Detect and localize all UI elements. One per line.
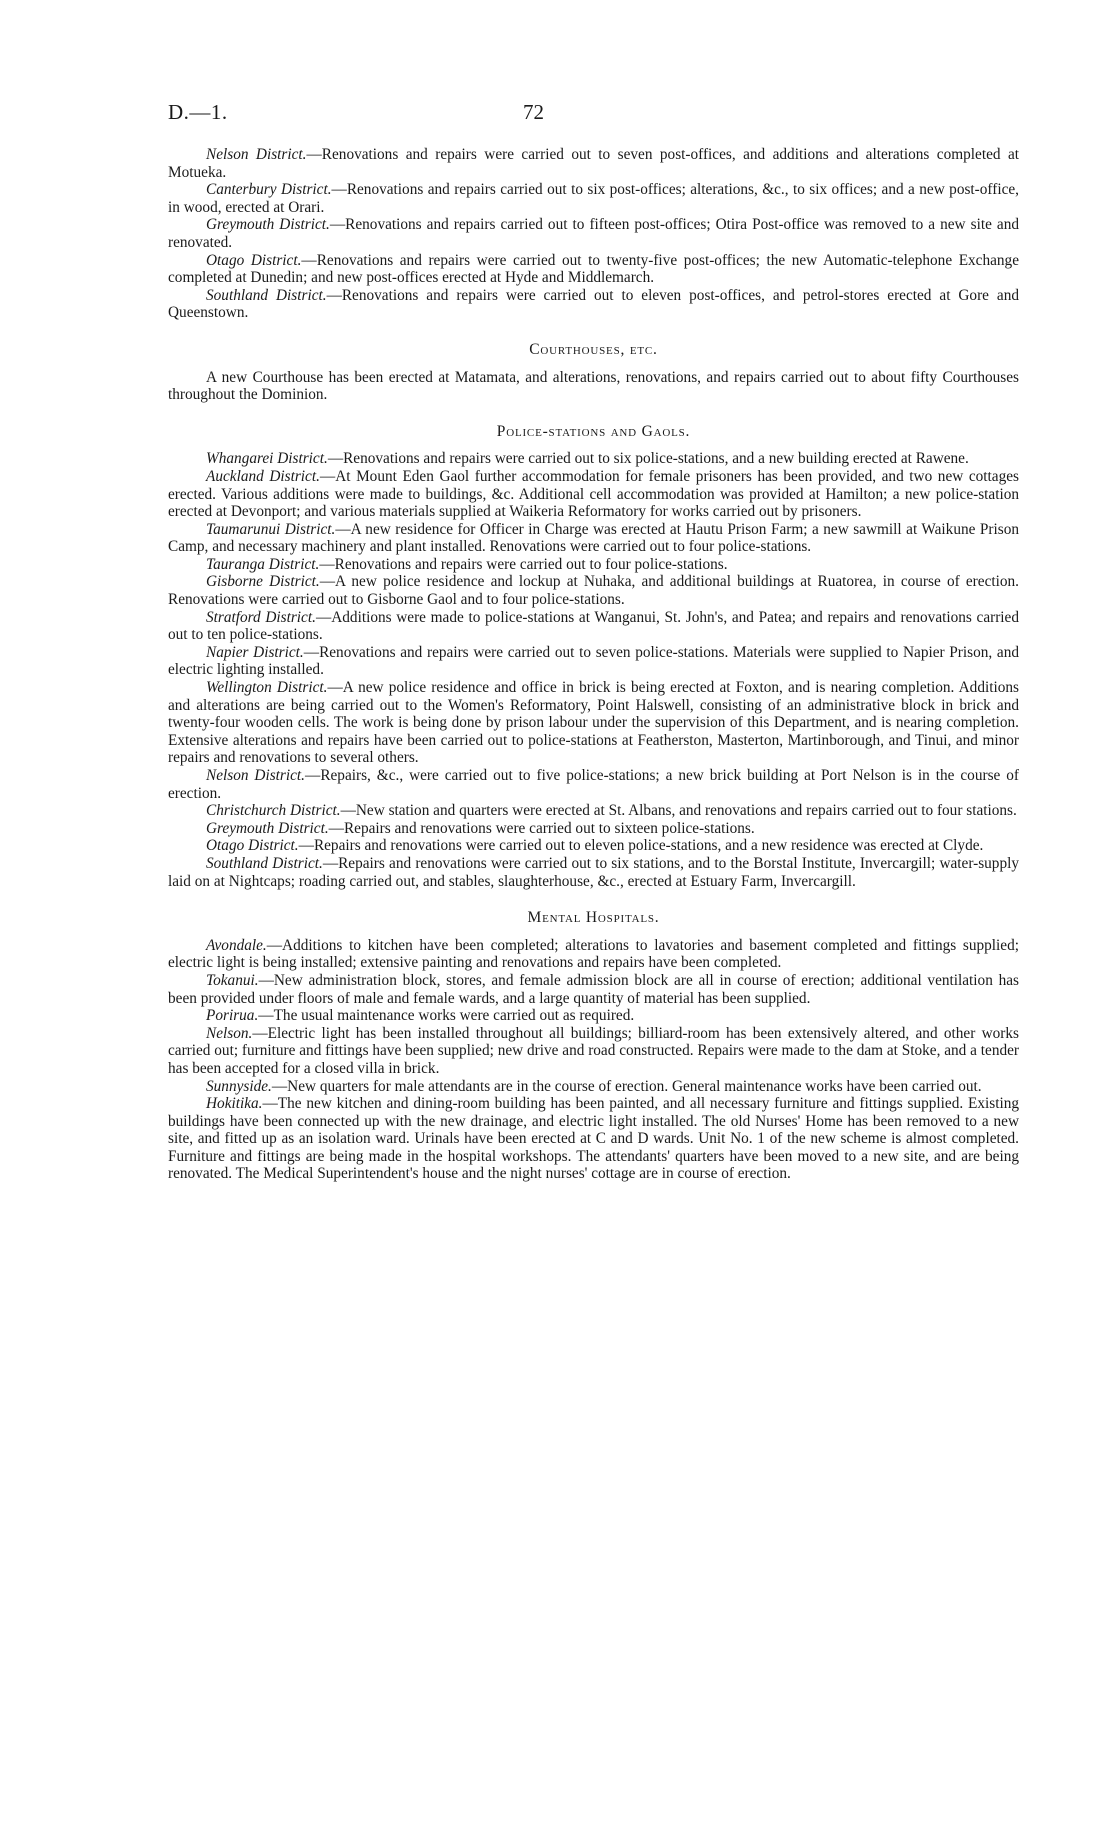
paragraph-title: Tokanui. xyxy=(206,971,259,989)
section-heading: Police-stations and Gaols. xyxy=(496,422,691,440)
paragraph-title: Tauranga District. xyxy=(206,555,320,573)
paragraph-title: Nelson District. xyxy=(206,146,307,163)
paragraph xyxy=(168,679,1019,767)
paragraph xyxy=(168,521,1019,556)
paragraph-title: Southland District. xyxy=(206,286,327,304)
paragraph xyxy=(168,287,1019,322)
paragraph-title: Otago District. xyxy=(206,251,302,269)
paragraph xyxy=(168,181,1019,216)
paragraph xyxy=(168,937,1019,972)
paragraph xyxy=(168,573,1019,608)
paragraph-title: Greymouth District. xyxy=(206,216,330,234)
paragraph-text: —Additions were made to police-stations at Wanganui, St. John's, and Patea; and repairs and renovations carried out to ten police-stations. xyxy=(168,608,1019,644)
paragraph-title: Gisborne District. xyxy=(206,573,320,591)
paragraph-title: Wellington District. xyxy=(206,679,328,697)
section xyxy=(168,909,1019,1183)
paragraph xyxy=(168,644,1019,679)
paragraph-text: —Repairs, &c., were carried out to five police-stations; a new brick building at Port Nelson is in the course of erection. xyxy=(168,767,1019,802)
paragraph xyxy=(168,1025,1019,1078)
paragraph-text: —Renovations and repairs were carried out to eleven post-offices, and petrol-stores erected at Gore and Queenstown. xyxy=(168,286,1019,322)
paragraph xyxy=(168,556,1019,574)
paragraph xyxy=(168,972,1019,1007)
paragraph-text: —Repairs and renovations were carried out to sixteen police-stations. xyxy=(328,819,755,837)
paragraph xyxy=(168,837,1019,855)
section xyxy=(168,146,1019,322)
paragraph xyxy=(168,767,1019,802)
paragraph-text: A new Courthouse has been erected at Matamata, and alterations, renovations, and repairs carried out to about fifty Courthouses throughout the Dominion. xyxy=(168,368,1019,404)
section-heading: Courthouses, etc. xyxy=(529,340,658,358)
paragraph xyxy=(168,609,1019,644)
paragraph-text: —Repairs and renovations were carried out to six stations, and to the Borstal Institute, Invercargill; water-supply laid on at Nightcaps; roading carried out, and stables, slaughterhouse, &c., erected at Estuary Farm, Invercargill. xyxy=(168,854,1019,890)
paragraph-text: —Renovations and repairs carried out to fifteen post-offices; Otira Post-office was removed to a new site and renovated. xyxy=(168,216,1019,251)
paragraph-text: —A new residence for Officer in Charge was erected at Hautu Prison Farm; a new sawmill at Waikune Prison Camp, and necessary machinery and plant installed. Renovations were carried out to four police-stations. xyxy=(168,520,1019,556)
paragraph-text: —Renovations and repairs were carried out to four police-stations. xyxy=(319,555,728,573)
paragraph-text: —New quarters for male attendants are in the course of erection. General maintenance works have been carried out. xyxy=(271,1077,982,1095)
paragraph-title: Nelson. xyxy=(206,1024,253,1042)
paragraph-title: Canterbury District. xyxy=(206,181,332,199)
paragraph xyxy=(168,146,1019,181)
paragraph-text: —The usual maintenance works were carried out as required. xyxy=(258,1007,635,1025)
paragraph-title: Stratford District. xyxy=(206,608,316,626)
paragraph-title: Taumarunui District. xyxy=(206,520,336,538)
paragraph xyxy=(168,1095,1019,1183)
section xyxy=(168,423,1019,890)
paragraph xyxy=(168,820,1019,838)
paragraph-text: —The new kitchen and dining-room building has been painted, and all necessary furniture and fittings supplied. Existing buildings have been connected up with the new drainage, and electric light installed. The old Nurses' Home has been removed to a new site, and fitted up as an isolation ward. Urinals have been erected at C and D wards. Unit No. 1 of the new scheme is almost completed. Furniture and fittings are being made in the hospital workshops. The attendants' quarters have been moved to a new site, and are being renovated. The Medical Superintendent's house and the night nurses' cottage are in course of erection. xyxy=(168,1095,1019,1183)
paragraph-title: Avondale. xyxy=(206,936,267,954)
paragraph-title: Auckland District. xyxy=(206,467,320,485)
paragraph-text: —New station and quarters were erected at St. Albans, and renovations and repairs carried out to four stations. xyxy=(340,802,1017,820)
paragraph xyxy=(168,855,1019,890)
paragraph-title: Sunnyside. xyxy=(206,1077,272,1095)
paragraph-title: Christchurch District. xyxy=(206,802,341,820)
paragraph-text: —New administration block, stores, and female admission block are all in course of erection; additional ventilation has been provided under floors of male and female wards, and a large quantity of material has been supplied. xyxy=(168,971,1019,1007)
section-heading: Mental Hospitals. xyxy=(527,909,660,927)
paragraph-title: Whangarei District. xyxy=(206,450,328,468)
paragraph-text: —Renovations and repairs were carried out to six police-stations, and a new building erected at Rawene. xyxy=(327,450,969,468)
paragraph-text: —Renovations and repairs carried out to six post-offices; alterations, &c., to six offices; and a new post-office, in wood, erected at Orari. xyxy=(168,181,1019,216)
paragraph-text: —At Mount Eden Gaol further accommodation for female prisoners has been provided, and two new cottages erected. Various additions were made to buildings, &c. Additional cell accommodation was provided at Hamilton; a new police-station erected at Devonport; and various materials supplied at Waikeria Reformatory for works carried out by prisoners. xyxy=(168,467,1019,521)
paragraph-text: —Renovations and repairs were carried out to seven post-offices, and additions and alterations completed at Motueka. xyxy=(168,146,1019,181)
section xyxy=(168,341,1019,404)
paragraph-title: Porirua. xyxy=(206,1007,259,1025)
paragraph-text: —Additions to kitchen have been completed; alterations to lavatories and basement completed and fittings supplied; electric light is being installed; extensive painting and renovations and repairs have been completed. xyxy=(168,936,1019,972)
paragraph-title: Southland District. xyxy=(206,854,323,872)
page-header xyxy=(168,100,1019,130)
paragraph-text: —Renovations and repairs were carried out to twenty-five post-offices; the new Automatic-telephone Exchange completed at Dunedin; and new post-offices erected at Hyde and Middlemarch. xyxy=(168,251,1019,287)
paragraph-title: Napier District. xyxy=(206,643,304,661)
paragraph-text: —A new police residence and office in brick is being erected at Foxton, and is nearing completion. Additions and alterations are being carried out to the Women's Reformatory, Point Halswell, consisting of an administrative block in brick and twenty-four wooden cells. The work is being done by prison labour under the supervision of this Department, and is nearing completion. Extensive alterations and repairs have been carried out to police-stations at Featherston, Masterton, Martinborough, and Tinui, and minor repairs and renovations to several others. xyxy=(168,679,1019,767)
paragraph-text: —Repairs and renovations were carried out to eleven police-stations, and a new residence was erected at Clyde. xyxy=(298,837,984,855)
document-reference: D.—1. xyxy=(168,100,228,124)
paragraph-title: Nelson District. xyxy=(206,767,306,784)
document-body xyxy=(168,146,1019,1183)
paragraph-text: —A new police residence and lockup at Nuhaka, and additional buildings at Ruatorea, in course of erection. Renovations were carried out to Gisborne Gaol and to four police-stations. xyxy=(168,573,1019,609)
paragraph xyxy=(168,468,1019,521)
paragraph xyxy=(168,369,1019,404)
paragraph-text: —Renovations and repairs were carried out to seven police-stations. Materials were supplied to Napier Prison, and electric lighting installed. xyxy=(168,643,1019,679)
paragraph-title: Greymouth District. xyxy=(206,819,329,837)
paragraph-title: Hokitika. xyxy=(206,1095,263,1113)
paragraph xyxy=(168,216,1019,251)
paragraph xyxy=(168,802,1019,820)
paragraph-title: Otago District. xyxy=(206,837,299,855)
paragraph xyxy=(168,252,1019,287)
page-number: 72 xyxy=(523,100,544,124)
paragraph xyxy=(168,450,1019,468)
paragraph xyxy=(168,1078,1019,1096)
paragraph xyxy=(168,1007,1019,1025)
paragraph-text: —Electric light has been installed throughout all buildings; billiard-room has been extensively altered, and other works carried out; furniture and fittings have been supplied; new drive and road constructed. Repairs were made to the dam at Stoke, and a tender has been accepted for a closed villa in brick. xyxy=(168,1024,1019,1077)
